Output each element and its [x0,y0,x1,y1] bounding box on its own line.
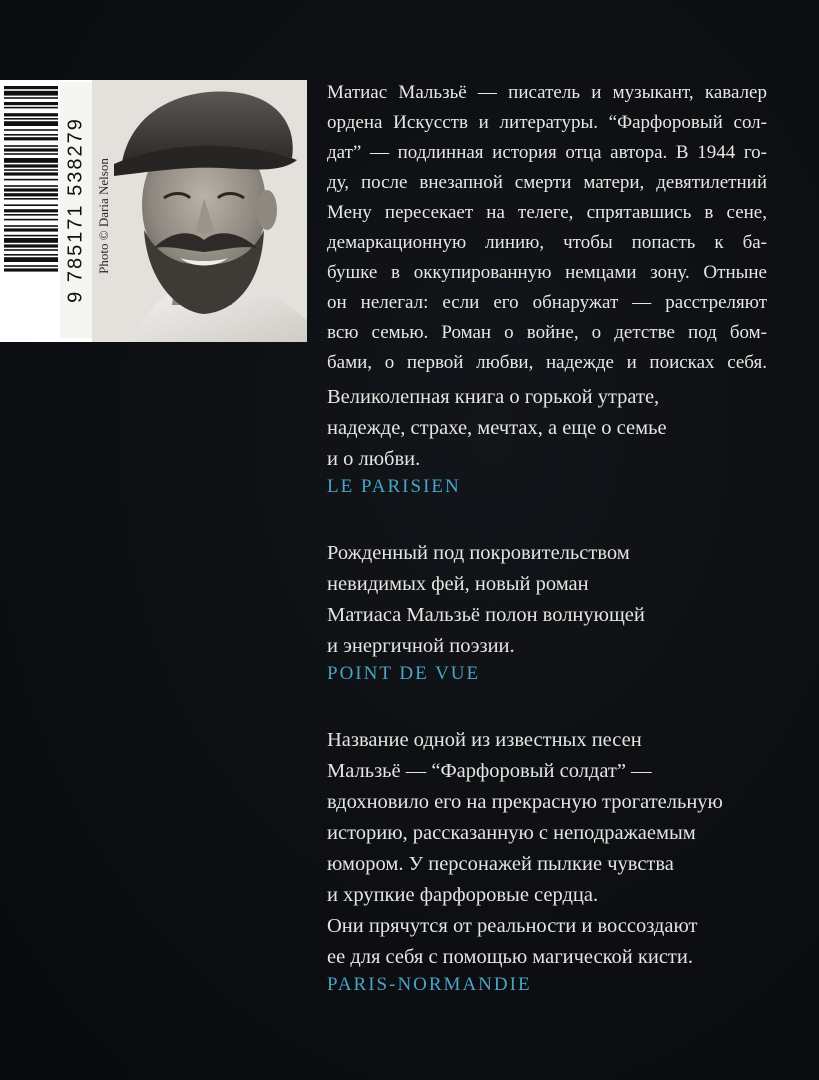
barcode-bar [4,102,58,105]
bio-line: Матиас Мальзьё — писатель и музыкант, кавалер [327,82,767,103]
photo-credit-text: Photo © Daria Nelson [96,158,111,275]
barcode-bar [4,198,58,200]
isbn-barcode [0,80,92,342]
barcode-bar [4,228,58,231]
barcode-bar [4,254,58,256]
barcode-bar [4,219,58,221]
barcode-bar [4,193,58,196]
barcode-bar [4,244,58,247]
review-source: PARIS-NORMANDIE [327,974,532,995]
bio-line: бушке в оккупированную немцами зону. Отныне [327,262,767,283]
quote-line: невидимых фей, новый роман [327,573,589,595]
back-cover-text [327,78,767,995]
barcode-bar [4,249,58,251]
barcode-bar [4,179,58,181]
barcode-bar [4,185,58,187]
barcode-bar [4,91,58,96]
barcode-bar [4,145,58,147]
quote-line: и хрупкие фарфоровые сердца. [327,884,599,906]
barcode-bar [4,214,58,216]
barcode-bar [4,107,58,109]
review-quote [327,382,667,475]
barcode-bar [4,113,58,116]
quote-line: и о любви. [327,448,421,470]
quote-line: ее для себя с помощью магической кисти. [327,946,693,968]
barcode-bar [4,158,58,163]
barcode-bar [4,188,58,191]
author-portrait-image [92,80,307,342]
quote-line: вдохновило его на прекрасную трогательную [327,791,723,813]
barcode-bar [4,86,58,89]
bio-line: ордена Искусств и литературы. “Фарфоровый сол- [327,112,767,133]
barcode-bar [4,268,58,271]
bio-line: демаркационную линию, чтобы попасть к ба- [327,232,767,253]
barcode-bar [4,257,58,262]
review-quote [327,538,645,662]
quote-line: и энергичной поэзии. [327,635,515,657]
quote-line: Матиаса Мальзьё полон волнующей [327,604,645,626]
barcode-number: 9 785171 538279 [64,117,87,303]
bio-line: он нелегал: если его обнаружат — расстреляют [327,292,767,313]
barcode-bar [4,235,58,237]
barcode-bar [4,118,58,120]
barcode-bar [4,265,58,267]
barcode-bar [4,172,58,175]
barcode-photo-sticker [0,80,307,342]
quote-line: Они прячутся от реальности и воссоздают [327,915,698,937]
barcode-bar [4,204,58,206]
author-photo [92,80,307,342]
barcode-bar [4,225,58,227]
review-source: LE PARISIEN [327,476,461,497]
barcode-bar [4,164,58,167]
barcode-bar [4,153,58,155]
barcode-digits [60,82,92,338]
bio-line: Мену пересекает на телеге, спрятавшись в сене, [327,202,767,223]
bio-line: всю семью. Роман о войне, о детстве под бом- [327,322,767,343]
bio-line: бами, о первой любви, надежде и поисках себя. [327,352,767,373]
quote-line: надежде, страхе, мечтах, а еще о семье [327,417,667,439]
review-source: POINT DE VUE [327,663,481,684]
quote-line: Мальзьё — “Фарфоровый солдат” — [327,760,652,782]
barcode-bar [4,137,58,140]
barcode-bars [0,80,60,342]
barcode-bar [4,148,58,151]
bio-line: ду, после внезапной смерти матери, девятилетний [327,172,767,193]
bio-line: дат” — подлинная история отца автора. В 1944 го- [327,142,767,163]
review-quote [327,725,723,973]
photo-credit [92,80,116,342]
barcode-bar [4,209,58,212]
barcode-bar [4,97,58,99]
quote-line: историю, рассказанную с неподражаемым [327,822,696,844]
quote-line: юмором. У персонажей пылкие чувства [327,853,674,875]
barcode-bar [4,129,58,131]
barcode-bar [4,169,58,171]
quote-line: Рожденный под покровительством [327,542,630,564]
author-bio [327,78,767,378]
quote-line: Великолепная книга о горькой утрате, [327,386,660,408]
barcode-bar [4,238,58,243]
barcode-bar [4,121,58,126]
quote-line: Название одной из известных песен [327,729,642,751]
barcode-bar [4,134,58,136]
